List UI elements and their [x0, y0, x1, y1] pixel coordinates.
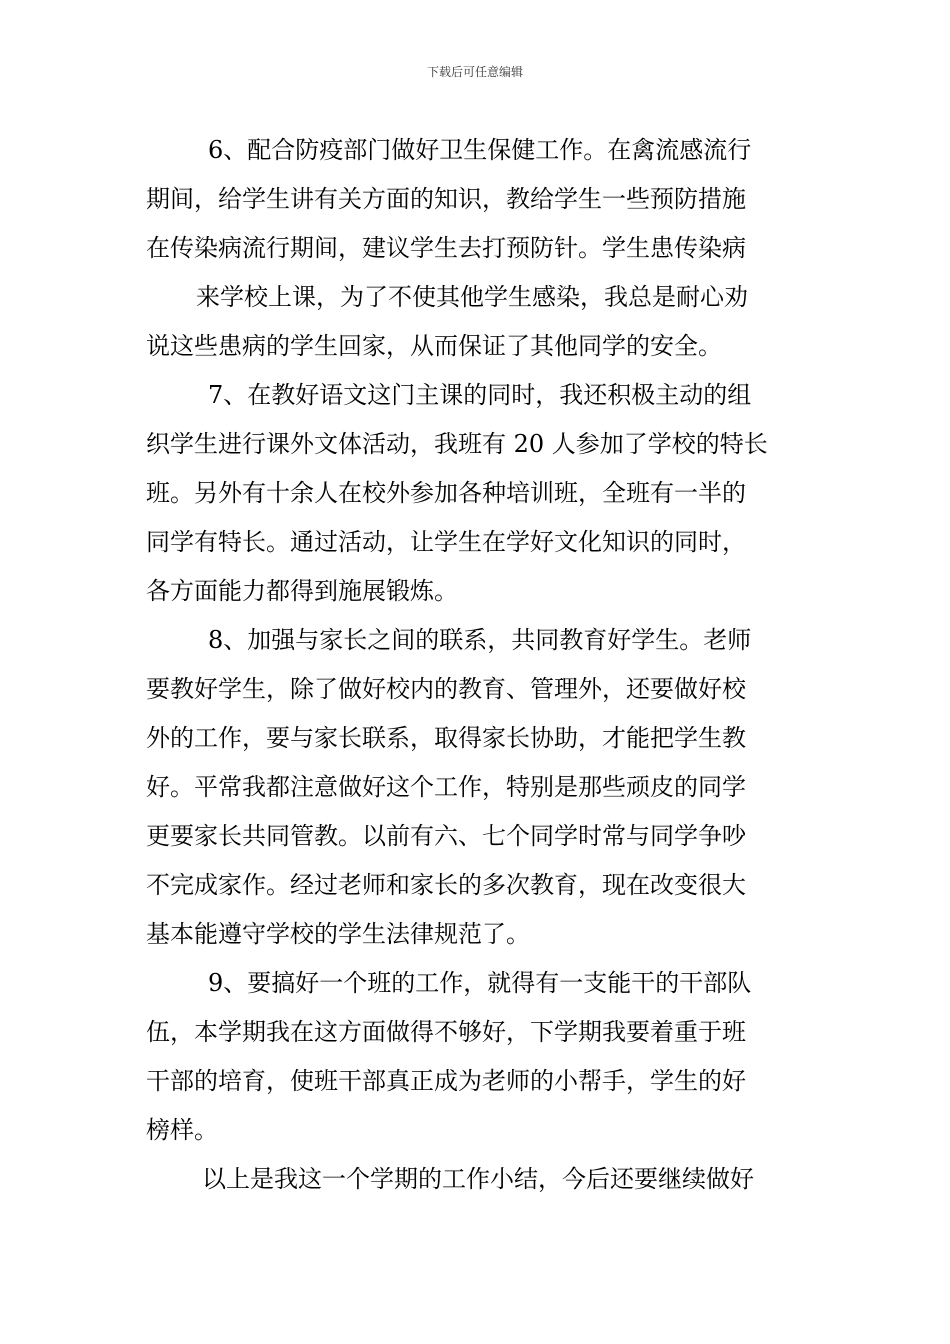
text-line: 伍，本学期我在这方面做得不够好，下学期我要着重于班	[146, 1018, 746, 1046]
text-line: 外的工作，要与家长联系，取得家长协助，才能把学生教	[146, 724, 746, 752]
text-line: 9、要搞好一个班的工作，就得有一支能干的干部队	[208, 969, 752, 997]
text-line: 班。另外有十余人在校外参加各种培训班，全班有一半的	[146, 479, 746, 507]
text-line: 干部的培育，使班干部真正成为老师的小帮手，学生的好	[146, 1067, 746, 1095]
page-header: 下载后可任意编辑	[426, 65, 523, 79]
text-line: 7、在教好语文这门主课的同时，我还积极主动的组	[208, 381, 752, 409]
text-line: 6、配合防疫部门做好卫生保健工作。在禽流感流行	[208, 136, 752, 164]
text-line: 不完成家作。经过老师和家长的多次教育，现在改变很大	[146, 871, 746, 899]
text-line: 要教好学生，除了做好校内的教育、管理外，还要做好校	[146, 675, 746, 703]
text-line: 更要家长共同管教。以前有六、七个同学时常与同学争吵	[146, 822, 746, 850]
text-line: 说这些患病的学生回家，从而保证了其他同学的安全。	[146, 332, 722, 360]
text-line: 同学有特长。通过活动，让学生在学好文化知识的同时，	[146, 528, 746, 556]
text-line: 好。平常我都注意做好这个工作，特别是那些顽皮的同学	[146, 773, 746, 801]
text-line: 各方面能力都得到施展锻炼。	[146, 577, 458, 605]
text-line: 8、加强与家长之间的联系，共同教育好学生。老师	[208, 626, 752, 654]
text-line: 榜样。	[146, 1116, 218, 1144]
text-line: 期间，给学生讲有关方面的知识，教给学生一些预防措施	[146, 185, 746, 213]
text-line: 织学生进行课外文体活动，我班有 20 人参加了学校的特长	[146, 430, 768, 458]
text-line: 基本能遵守学校的学生法律规范了。	[146, 920, 530, 948]
text-line: 以上是我这一个学期的工作小结，今后还要继续做好	[202, 1165, 754, 1193]
text-line: 来学校上课，为了不使其他学生感染，我总是耐心劝	[196, 283, 748, 311]
text-line: 在传染病流行期间，建议学生去打预防针。学生患传染病	[146, 234, 746, 262]
